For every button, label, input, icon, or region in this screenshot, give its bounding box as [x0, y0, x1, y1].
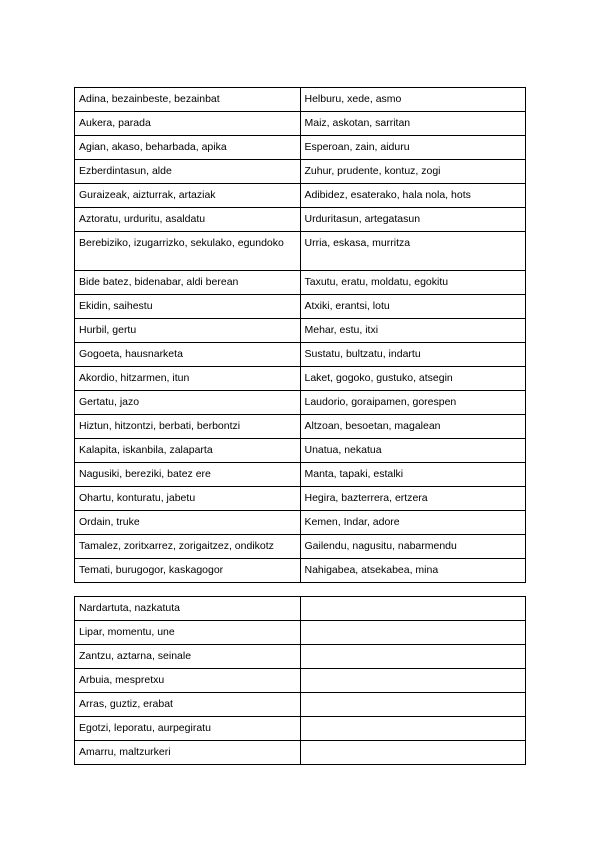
table-row [75, 511, 526, 535]
table-row [75, 391, 526, 415]
table-row [75, 559, 526, 583]
table-row [75, 88, 526, 112]
table-row [75, 439, 526, 463]
table-cell-left: Agian, akaso, beharbada, apika [75, 136, 301, 160]
table-cell-left: Bide batez, bidenabar, aldi berean [75, 271, 301, 295]
table-row [75, 535, 526, 559]
table-cell-left: Guraizeak, aizturrak, artaziak [75, 184, 301, 208]
table-row [75, 160, 526, 184]
table-cell-right: Laket, gogoko, gustuko, atsegin [300, 367, 526, 391]
table-cell-left: Ohartu, konturatu, jabetu [75, 487, 301, 511]
answer-cell [300, 597, 526, 621]
table-cell-right: Hegira, bazterrera, ertzera [300, 487, 526, 511]
table-cell-left: Ordain, truke [75, 511, 301, 535]
table-cell-left: Gogoeta, hausnarketa [75, 343, 301, 367]
answer-cell [300, 645, 526, 669]
table-cell-left: Aztoratu, urduritu, asaldatu [75, 208, 301, 232]
table-cell-left: Ekidin, saihestu [75, 295, 301, 319]
table-cell-right: Helburu, xede, asmo [300, 88, 526, 112]
table-row [75, 741, 526, 765]
table-row [75, 271, 526, 295]
table-cell-left: Aukera, parada [75, 112, 301, 136]
table-cell-left: Temati, burugogor, kaskagogor [75, 559, 301, 583]
synonyms-table [74, 87, 526, 583]
table-cell-left: Nardartuta, nazkatuta [75, 597, 301, 621]
table-cell-right: Nahigabea, atsekabea, mina [300, 559, 526, 583]
table-cell-left: Zantzu, aztarna, seinale [75, 645, 301, 669]
answer-cell [300, 621, 526, 645]
table-row [75, 367, 526, 391]
table-row [75, 597, 526, 621]
table-cell-left: Adina, bezainbeste, bezainbat [75, 88, 301, 112]
table-cell-left: Amarru, maltzurkeri [75, 741, 301, 765]
table-cell-right: Atxiki, erantsi, lotu [300, 295, 526, 319]
table-cell-right: Urria, eskasa, murritza [300, 232, 526, 271]
table-row [75, 487, 526, 511]
table-cell-right: Maiz, askotan, sarritan [300, 112, 526, 136]
table-cell-right: Sustatu, bultzatu, indartu [300, 343, 526, 367]
table-cell-right: Gailendu, nagusitu, nabarmendu [300, 535, 526, 559]
table-cell-left: Ezberdintasun, alde [75, 160, 301, 184]
table-row [75, 717, 526, 741]
table-row [75, 693, 526, 717]
table-row [75, 112, 526, 136]
table-cell-right: Zuhur, prudente, kontuz, zogi [300, 160, 526, 184]
table-cell-left: Hurbil, gertu [75, 319, 301, 343]
table-cell-right: Unatua, nekatua [300, 439, 526, 463]
table-row [75, 319, 526, 343]
table-row [75, 184, 526, 208]
answer-cell [300, 669, 526, 693]
table-cell-left: Egotzi, leporatu, aurpegiratu [75, 717, 301, 741]
table-row [75, 463, 526, 487]
table-cell-left: Arras, guztiz, erabat [75, 693, 301, 717]
table-cell-right: Esperoan, zain, aiduru [300, 136, 526, 160]
exercise-table [74, 596, 526, 765]
table-cell-left: Arbuia, mespretxu [75, 669, 301, 693]
table-cell-left: Kalapita, iskanbila, zalaparta [75, 439, 301, 463]
table-cell-left: Lipar, momentu, une [75, 621, 301, 645]
answer-cell [300, 693, 526, 717]
table-cell-right: Laudorio, goraipamen, gorespen [300, 391, 526, 415]
table-row [75, 295, 526, 319]
answer-cell [300, 717, 526, 741]
table-cell-right: Urduritasun, artegatasun [300, 208, 526, 232]
table-row [75, 669, 526, 693]
synonyms-table-body [75, 88, 526, 583]
table-cell-right: Altzoan, besoetan, magalean [300, 415, 526, 439]
table-cell-left: Akordio, hitzarmen, itun [75, 367, 301, 391]
table-row [75, 136, 526, 160]
table-row [75, 621, 526, 645]
table-cell-right: Taxutu, eratu, moldatu, egokitu [300, 271, 526, 295]
table-cell-left: Berebiziko, izugarrizko, sekulako, egundoko [75, 232, 301, 271]
answer-cell [300, 741, 526, 765]
table-row [75, 208, 526, 232]
table-cell-left: Hiztun, hitzontzi, berbati, berbontzi [75, 415, 301, 439]
table-cell-right: Mehar, estu, itxi [300, 319, 526, 343]
exercise-table-body [75, 597, 526, 765]
table-cell-right: Kemen, Indar, adore [300, 511, 526, 535]
table-cell-left: Gertatu, jazo [75, 391, 301, 415]
table-cell-right: Manta, tapaki, estalki [300, 463, 526, 487]
table-cell-left: Nagusiki, bereziki, batez ere [75, 463, 301, 487]
table-cell-left: Tamalez, zoritxarrez, zorigaitzez, ondikotz [75, 535, 301, 559]
table-row [75, 645, 526, 669]
table-row [75, 232, 526, 271]
table-row [75, 415, 526, 439]
table-row [75, 343, 526, 367]
table-cell-right: Adibidez, esaterako, hala nola, hots [300, 184, 526, 208]
